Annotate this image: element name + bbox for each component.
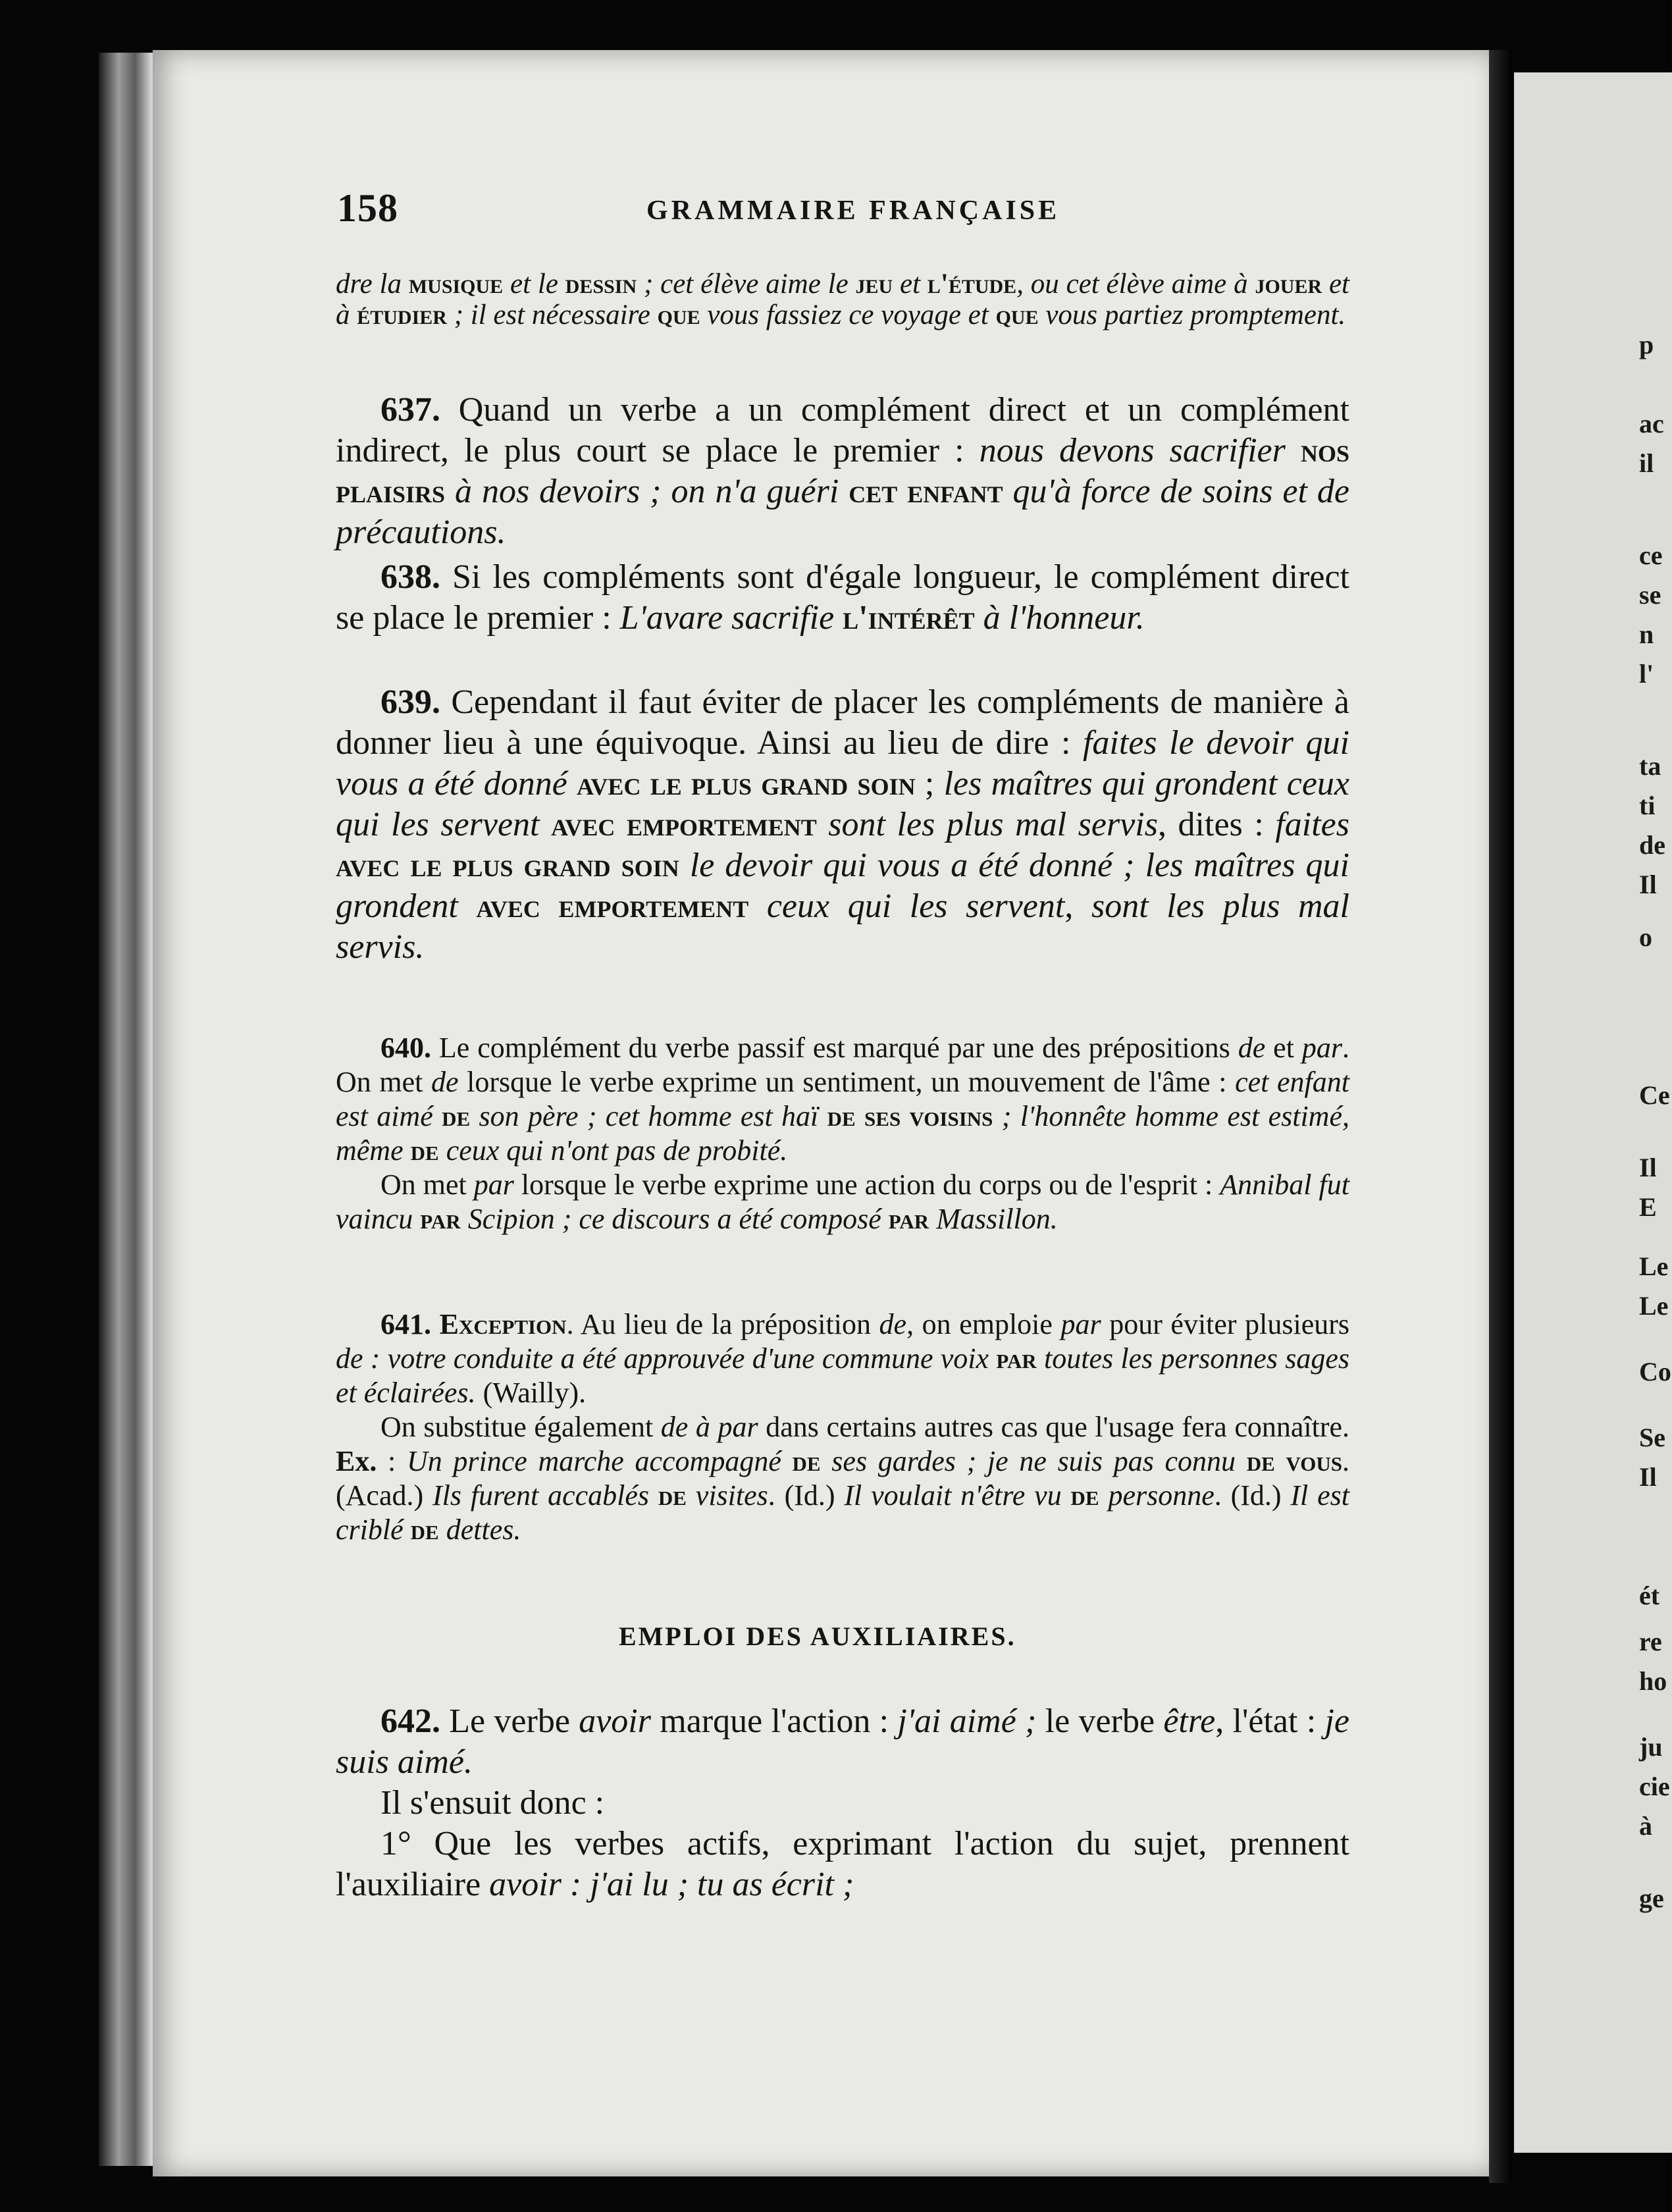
text-run: être xyxy=(1163,1702,1216,1740)
text-run: de xyxy=(410,1514,439,1546)
text-run: Si les compléments sont d'égale longueur, le complément direct se place le premier : xyxy=(336,558,1349,637)
right-page-text-fragment: ho xyxy=(1639,1666,1667,1696)
page-header xyxy=(337,186,1351,238)
text-run: avec emportement xyxy=(551,806,817,843)
right-page-text-fragment: ce xyxy=(1639,540,1663,570)
text-run: toutes les personnes sages et éclairées. xyxy=(336,1342,1349,1409)
right-page-text-fragment: n xyxy=(1639,619,1654,649)
text-run: ceux qui n'ont pas de probité. xyxy=(438,1134,788,1167)
text-run: 640. xyxy=(380,1032,431,1064)
text-run: 642. xyxy=(380,1702,440,1740)
text-run: avoir xyxy=(579,1702,651,1740)
running-title: GRAMMAIRE FRANÇAISE xyxy=(646,196,1060,226)
text-run: vous partiez promptement. xyxy=(1038,300,1346,330)
body-paragraph xyxy=(336,1701,1349,1783)
body-paragraph xyxy=(336,1824,1349,1905)
text-run: 1° Que les verbes actifs, exprimant l'action du sujet, prennent l'auxiliaire xyxy=(336,1825,1349,1903)
text-run: Le verbe xyxy=(440,1702,579,1740)
text-run: de xyxy=(1238,1032,1266,1064)
text-run: On substitue également xyxy=(380,1411,661,1443)
right-page-text-fragment: l' xyxy=(1639,659,1654,689)
text-run: Exception xyxy=(439,1308,567,1340)
right-page-text-fragment: Le xyxy=(1639,1251,1669,1281)
right-page-text-fragment: ju xyxy=(1639,1732,1663,1762)
text-run: personne xyxy=(1099,1479,1215,1512)
body-paragraph xyxy=(336,1307,1349,1410)
right-page-text-fragment: il xyxy=(1639,448,1654,478)
text-run: , on emploie xyxy=(906,1308,1061,1340)
right-page-text-fragment: cie xyxy=(1639,1772,1670,1801)
text-run: lorsque le verbe exprime un sentiment, un mouvement de l'âme : xyxy=(458,1066,1236,1098)
text-run: Il voulait n'être vu xyxy=(844,1479,1071,1512)
text-run: à l'honneur. xyxy=(974,599,1145,637)
continuation-text xyxy=(336,269,1349,330)
text-run: lorsque le verbe exprime une action du corps ou de l'esprit : xyxy=(513,1169,1220,1201)
text-run: par xyxy=(888,1203,929,1235)
right-page-text-fragment: E xyxy=(1639,1192,1657,1222)
text-run: dans certains autres cas que l'usage fera connaître. xyxy=(758,1411,1350,1443)
book-gutter xyxy=(1489,50,1513,2183)
text-run: de xyxy=(410,1134,439,1167)
right-page-text-fragment: se xyxy=(1639,580,1661,610)
text-run: de xyxy=(792,1445,821,1477)
text-run: avoir : j'ai lu ; tu as écrit ; xyxy=(489,1866,854,1903)
text-run: , l'état : xyxy=(1215,1702,1325,1740)
text-run: vous fassiez ce voyage et xyxy=(700,300,996,330)
text-run: que xyxy=(995,300,1039,330)
paragraph-639 xyxy=(336,682,1349,968)
text-run: visites xyxy=(686,1479,768,1512)
text-run: de vous xyxy=(1246,1445,1342,1477)
right-page-text-fragment: ét xyxy=(1639,1581,1660,1610)
body-paragraph xyxy=(336,557,1349,639)
text-run: de xyxy=(442,1100,471,1132)
text-run: Ex. xyxy=(336,1445,377,1477)
text-run: musique xyxy=(408,269,504,300)
text-run: et xyxy=(1265,1032,1302,1064)
page-number: 158 xyxy=(337,186,398,230)
text-run: l'intérêt xyxy=(843,599,975,637)
text-run: marque l'action : xyxy=(650,1702,898,1740)
right-page-text-fragment: à xyxy=(1639,1811,1652,1841)
text-run: pour éviter plusieurs xyxy=(1101,1308,1350,1340)
text-run: ceux qui les servent xyxy=(748,887,1065,925)
text-run: , xyxy=(1064,887,1091,925)
text-run: (Wailly). xyxy=(475,1377,587,1409)
text-run: à nos devoirs ; on n'a guéri xyxy=(445,473,849,510)
right-page-text-fragment: o xyxy=(1639,922,1652,952)
text-run: 639. xyxy=(380,683,440,721)
text-run: sont les plus mal servis. xyxy=(336,887,1349,966)
text-run: par xyxy=(1060,1308,1101,1340)
text-run: son père ; cet homme est haï xyxy=(470,1100,827,1132)
text-run: l'étude xyxy=(927,269,1017,300)
text-run: ; l'honnête homme est estimé, même xyxy=(336,1100,1349,1167)
text-run: . (Acad.) xyxy=(336,1445,1349,1512)
right-page-text-fragment: Le xyxy=(1639,1291,1669,1321)
text-run: Le complément du verbe passif est marqué par une des prépositions xyxy=(431,1032,1238,1064)
body-paragraph xyxy=(336,682,1349,968)
right-page-text-fragment: ge xyxy=(1639,1883,1664,1913)
text-run: 637. xyxy=(380,391,440,429)
text-run: Cependant il faut éviter de placer les compléments de manière à donner lieu à une équivoque. Ainsi au lieu de dire : xyxy=(336,683,1349,762)
text-run: Scipion ; ce discours a été composé xyxy=(460,1203,889,1235)
body-paragraph xyxy=(336,1783,1349,1824)
paragraph-638 xyxy=(336,557,1349,639)
right-page-text-fragment: Se xyxy=(1639,1423,1665,1452)
text-run: avec le plus grand soin xyxy=(577,765,916,803)
right-page-text-fragment: p xyxy=(1639,330,1654,359)
right-page-text-fragment: Ce xyxy=(1639,1080,1670,1110)
right-page-text-fragment: re xyxy=(1639,1627,1662,1656)
text-run: le devoir qui vous a été donné ; les maîtres qui grondent xyxy=(336,847,1350,925)
text-run: On met xyxy=(380,1169,474,1201)
text-run: . (Id.) xyxy=(768,1479,845,1512)
text-run: je suis aimé. xyxy=(336,1702,1350,1781)
text-run: nous devons sacrifier xyxy=(979,432,1301,469)
text-run: ; xyxy=(915,765,944,803)
text-run: de xyxy=(827,1100,856,1132)
body-paragraph xyxy=(336,1031,1349,1168)
right-page-text-fragment: Il xyxy=(1639,870,1657,899)
text-run: dettes. xyxy=(438,1514,521,1546)
text-run: L'avare sacrifie xyxy=(619,599,843,637)
text-run: étudier xyxy=(357,300,447,330)
text-run: de xyxy=(658,1479,687,1512)
text-run: 638. xyxy=(380,558,440,596)
text-run: par xyxy=(420,1203,461,1235)
text-run: avec emportement xyxy=(476,887,749,925)
text-run: Massillon. xyxy=(929,1203,1058,1235)
text-run: de xyxy=(1070,1479,1099,1512)
text-run: jeu xyxy=(855,269,893,300)
text-run: le verbe xyxy=(1036,1702,1164,1740)
text-run: les maîtres qui grondent ceux qui les servent xyxy=(336,765,1350,843)
right-page-text-fragment: de xyxy=(1639,830,1665,860)
text-run: Quand un verbe a un complément direct et un complément indirect, le plus court se place le premier : xyxy=(336,391,1349,469)
right-page-text-fragment: ta xyxy=(1639,751,1661,781)
body-paragraph xyxy=(336,390,1349,553)
text-run: par xyxy=(996,1342,1037,1375)
text-run: , dites : xyxy=(1157,806,1276,843)
right-page-text-fragment: ti xyxy=(1639,791,1656,820)
text-run: de : votre conduite a été approuvée d'une commune voix xyxy=(336,1342,997,1375)
text-run: 641. xyxy=(380,1308,431,1340)
text-run: Il s'ensuit donc : xyxy=(380,1784,605,1822)
section-heading: EMPLOI DES AUXILIAIRES. xyxy=(619,1621,1016,1651)
text-run: que xyxy=(657,300,700,330)
paragraph-640 xyxy=(336,1031,1349,1236)
paragraph-641 xyxy=(336,1307,1349,1547)
text-run: de xyxy=(879,1308,907,1340)
text-run: dre la xyxy=(336,269,409,300)
text-run: avec le plus grand soin xyxy=(336,847,679,884)
text-run: . On met xyxy=(336,1032,1349,1098)
text-run: Annibal fut vaincu xyxy=(336,1169,1349,1235)
text-run xyxy=(431,1308,440,1340)
right-page-text-fragment: ac xyxy=(1639,409,1664,438)
text-run: par xyxy=(1301,1032,1342,1064)
text-run: de xyxy=(431,1066,459,1098)
text-run: cet enfant est aimé xyxy=(336,1066,1350,1132)
paragraph-637 xyxy=(336,390,1349,553)
body-paragraph xyxy=(336,1168,1349,1236)
text-run: faites le devoir qui vous a été donné xyxy=(336,724,1349,803)
text-run: ses voisins xyxy=(855,1100,993,1132)
right-page-text-fragment: Il xyxy=(1639,1462,1657,1492)
text-run: sont les plus mal servis xyxy=(816,806,1158,843)
text-run: j'ai aimé ; xyxy=(897,1702,1037,1740)
text-run: nos plaisirs xyxy=(336,432,1350,510)
text-run: et xyxy=(893,269,927,300)
text-run: . (Id.) xyxy=(1214,1479,1291,1512)
text-run: faites xyxy=(1275,806,1349,843)
text-run: jouer xyxy=(1255,269,1322,300)
text-run: Un prince marche accompagné xyxy=(406,1445,793,1477)
text-run: et à xyxy=(336,269,1349,330)
right-page-text-fragment: Co xyxy=(1639,1357,1671,1386)
text-run: dessin xyxy=(565,269,637,300)
text-run: de à par xyxy=(660,1411,758,1443)
body-paragraph xyxy=(336,1410,1349,1547)
text-run: ; il est nécessaire xyxy=(446,300,658,330)
text-run: par xyxy=(473,1169,514,1201)
text-run: Il est criblé xyxy=(336,1479,1349,1546)
right-page-text-fragment: Il xyxy=(1639,1153,1657,1182)
paragraph-642 xyxy=(336,1701,1349,1905)
text-run: qu'à force de soins et de précautions. xyxy=(336,473,1349,551)
text-run: et le xyxy=(503,269,565,300)
text-run: cet enfant xyxy=(849,473,1003,510)
text-run: Ils furent accablés xyxy=(432,1479,658,1512)
text-run: : xyxy=(377,1445,407,1477)
text-run: , ou cet élève aime à xyxy=(1016,269,1255,300)
text-run: ses gardes ; je ne suis pas connu xyxy=(820,1445,1247,1477)
text-run: ; cet élève aime le xyxy=(637,269,856,300)
text-run: . Au lieu de la préposition xyxy=(566,1308,879,1340)
continuation-paragraph xyxy=(336,269,1349,330)
